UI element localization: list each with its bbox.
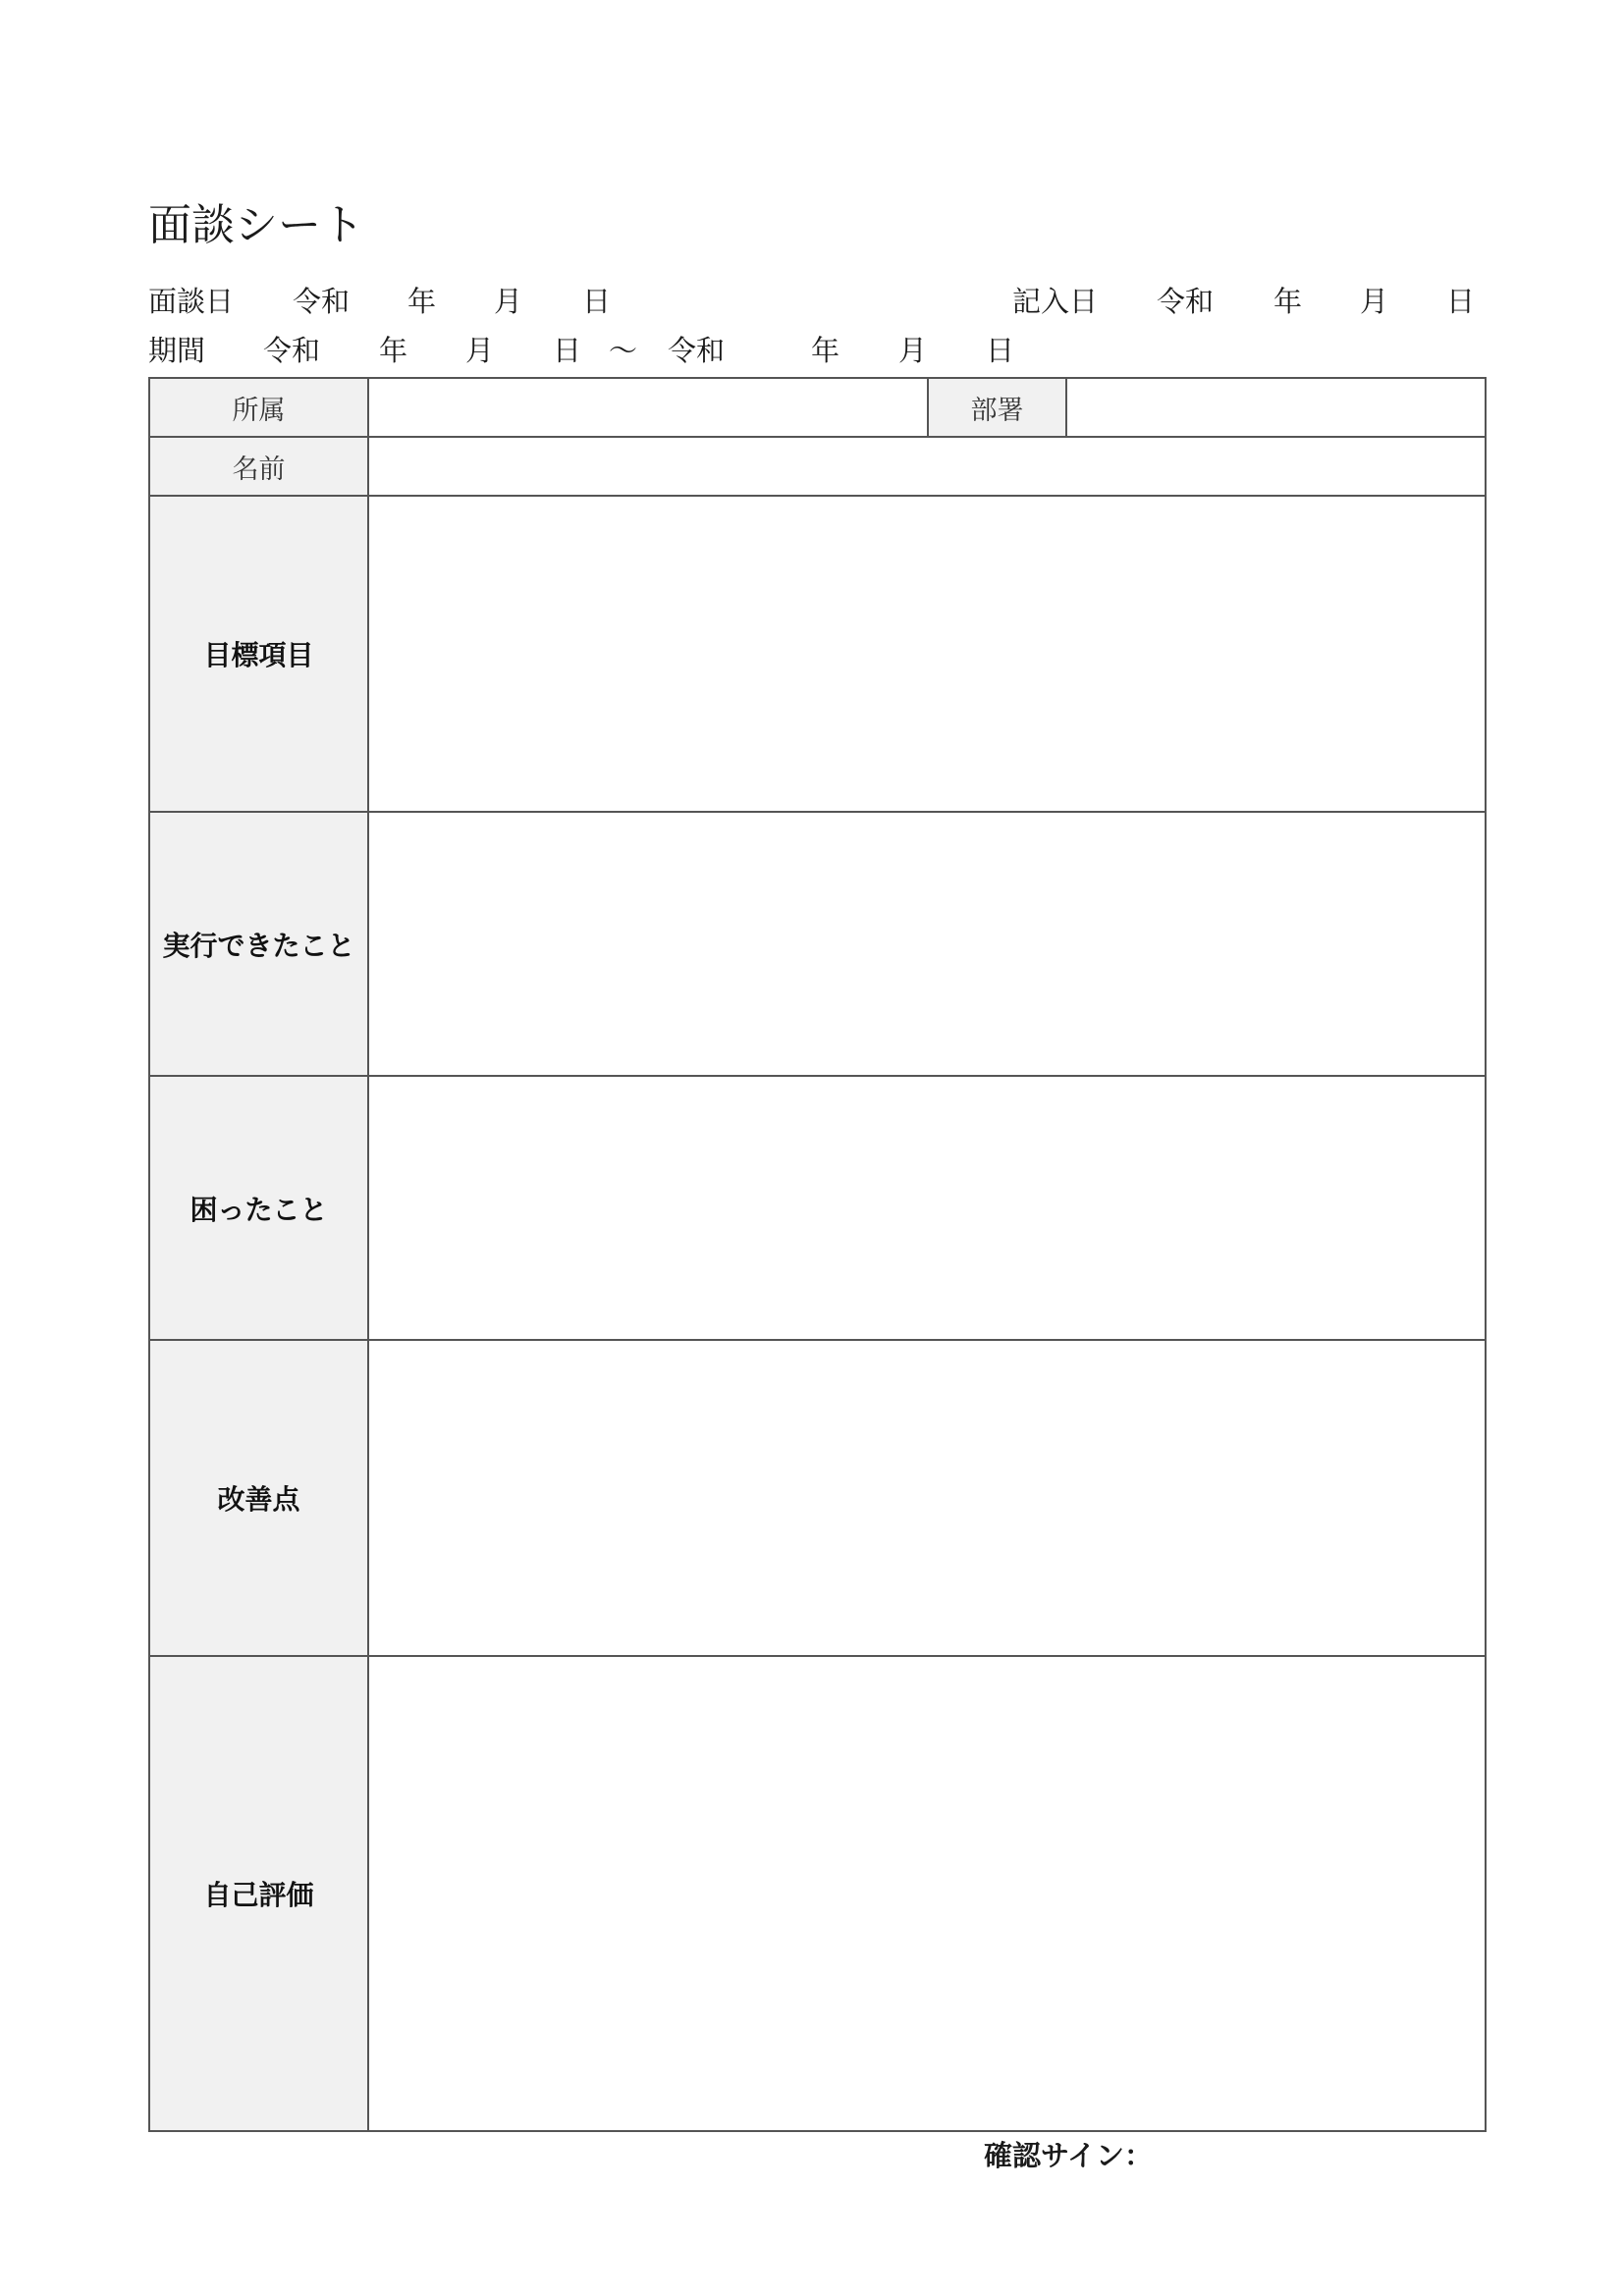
page-title: 面談シート (148, 200, 364, 250)
entry-date-label: 記入日 (1012, 285, 1099, 318)
entry-date-year-unit: 年 (1273, 285, 1303, 318)
period-row (0, 331, 1624, 370)
goal-label: 目標項目 (149, 496, 368, 812)
name-field[interactable] (368, 437, 1486, 496)
difficulties-field[interactable] (368, 1076, 1486, 1340)
date-row (0, 282, 1624, 321)
achievements-row (149, 812, 1486, 1076)
confirmation-sign-label: 確認サイン： (984, 2139, 1153, 2172)
affiliation-row (149, 378, 1486, 437)
goal-field[interactable] (368, 496, 1486, 812)
entry-date-era: 令和 (1157, 285, 1215, 318)
department-label: 部署 (928, 378, 1066, 437)
period-end-month-unit: 月 (898, 334, 928, 367)
achievements-label: 実行できたこと (149, 812, 368, 1076)
period-separator: ～ (609, 334, 638, 367)
period-label: 期間 (148, 334, 206, 367)
interview-table (148, 377, 1487, 2132)
difficulties-label: 困ったこと (149, 1076, 368, 1340)
period-end-day-unit: 日 (986, 334, 1015, 367)
improvements-row (149, 1340, 1486, 1656)
achievements-field[interactable] (368, 812, 1486, 1076)
department-field[interactable] (1066, 378, 1486, 437)
affiliation-label: 所属 (149, 378, 368, 437)
interview-date-month-unit: 月 (494, 285, 523, 318)
self-evaluation-row (149, 1656, 1486, 2131)
interview-date-day-unit: 日 (582, 285, 612, 318)
period-end-era: 令和 (668, 334, 726, 367)
improvements-field[interactable] (368, 1340, 1486, 1656)
entry-date-day-unit: 日 (1446, 285, 1476, 318)
interview-date-label: 面談日 (148, 285, 235, 318)
name-row (149, 437, 1486, 496)
period-end-year-unit: 年 (811, 334, 840, 367)
name-label: 名前 (149, 437, 368, 496)
period-start-month-unit: 月 (465, 334, 495, 367)
self-evaluation-field[interactable] (368, 1656, 1486, 2131)
period-start-year-unit: 年 (379, 334, 408, 367)
period-start-era: 令和 (263, 334, 321, 367)
improvements-label: 改善点 (149, 1340, 368, 1656)
affiliation-field[interactable] (368, 378, 928, 437)
self-evaluation-label: 自己評価 (149, 1656, 368, 2131)
interview-date-year-unit: 年 (407, 285, 437, 318)
period-start-day-unit: 日 (553, 334, 582, 367)
goal-row (149, 496, 1486, 812)
entry-date-month-unit: 月 (1360, 285, 1389, 318)
interview-date-era: 令和 (293, 285, 351, 318)
difficulties-row (149, 1076, 1486, 1340)
